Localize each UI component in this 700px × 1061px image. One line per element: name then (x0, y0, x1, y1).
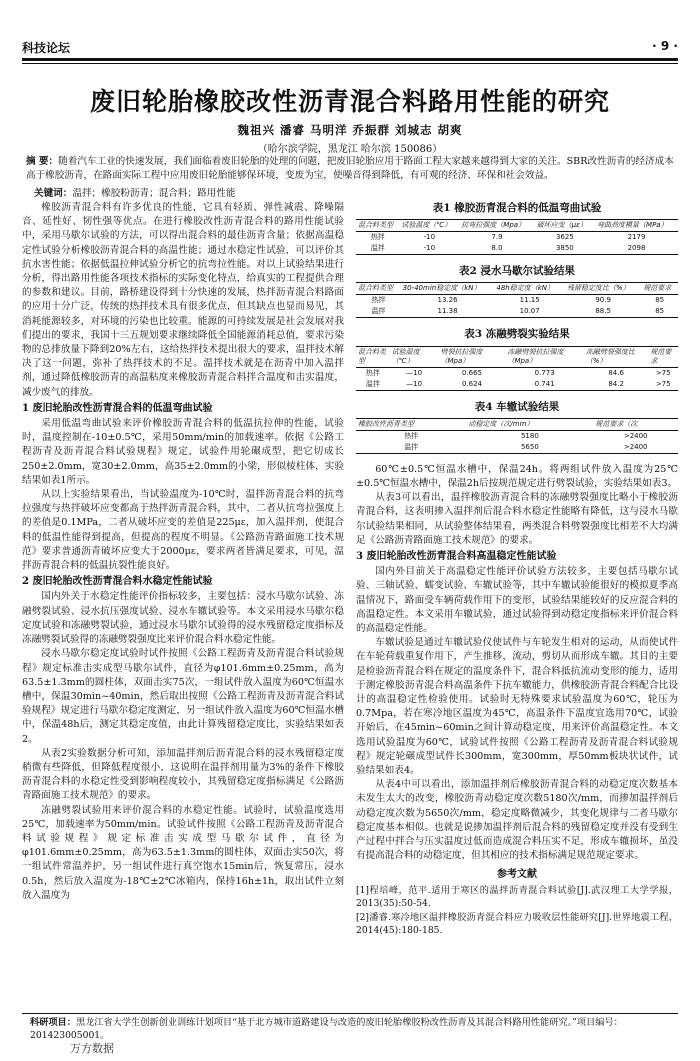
paragraph: 从表3可以看出，温拌橡胶沥青混合料的冻融劈裂强度比略小于橡胶沥青混合料，这表明掺入温拌剂后混合料水稳定性能略有降低，这与浸水马歇尔试验结果相同，从试验整体结果看，两类混合料劈裂强度比相差不大均满足《公路沥青路面施工技术规范》的要求。 (356, 492, 678, 546)
table-cell: 0.665 (461, 368, 482, 377)
table-header-cell: 混合料类型 (358, 221, 393, 230)
table-cell: 热拌 (404, 431, 419, 440)
table-cell: 11.15 (519, 296, 540, 305)
paragraph: 从表2实验数据分析可知，添加温拌剂后沥青混合料的浸水残留稳定度稍微有些降低，但降低程度很小，这说明在温拌剂用量为3%的条件下橡胶沥青混合料的水稳定性受到影响程度较小，其残留稳定度指标满足《公路沥青路面施工技术规范》的要求。 (22, 747, 344, 802)
table-header-cell: 混合料类型 (358, 284, 393, 293)
keywords-label: 关键词： (34, 188, 73, 199)
table-cell: 0.741 (534, 379, 555, 388)
table-cell: 温拌 (370, 244, 385, 253)
reference-item: [1]程培峰，范平.适用于寒区的温拌沥青混合料试验[J].武汉理工大学学报，2013(35):50-54. (356, 884, 678, 910)
table-2-title: 表2 浸水马歇尔试验结果 (459, 265, 575, 278)
table-cell: 84.6 (608, 368, 624, 377)
table-1-grid (356, 219, 678, 255)
table-cell: 温拌 (404, 442, 419, 451)
table-cell: 85 (655, 296, 665, 305)
table-row (356, 295, 678, 307)
table-header-cell: 残留稳定度比（%） (566, 284, 630, 293)
table-cell: —10 (406, 379, 423, 388)
paragraph: 采用低温弯曲试验来评价橡胶沥青混合料的低温抗拉伸的性能，试验时，温度控制在-10±0.5℃，采用50mm/min的加载速率。依据《公路工程沥青及沥青混合料试验规程》规定，试验件用轮碾成型，把它切成长250±2.0mm，宽30±2.0mm，高35±2.0mm的小梁，形似棱柱体，实验结果如表1所示。 (22, 418, 344, 486)
table-row (356, 430, 678, 442)
header-rule (22, 58, 678, 61)
keywords (34, 185, 674, 199)
affiliation: （哈尔滨学院，黑龙江 哈尔滨 150086） (257, 144, 443, 155)
table-row (356, 367, 678, 379)
table-header-cell: 混合料类型 (358, 347, 386, 365)
paragraph: 从表4中可以看出，添加温拌剂后橡胶沥青混合料的动稳定度次数基本未发生太大的改变，橡胶沥青动稳定度次数5180次/mm，而掺加温拌剂后动稳定度次数为5650次/mm，稳定度略微减少，其变化规律与二者马歇尔稳定度基本相似。也就是说掺加温拌剂后混合料的残留稳定度并没有受到生产过程中拌合与压实温度过低而造成混合料压实不足，形成车辙损坏，虽没有提高混合料的动稳定度，但其相应的技术指标满足规范规定要求。 (356, 779, 678, 862)
table-3-title: 表3 冻融劈裂实验结果 (464, 328, 570, 341)
table-cell: 温拌 (365, 379, 380, 388)
table-cell: -10 (423, 233, 436, 242)
footer-rule (22, 1013, 678, 1014)
abstract-label: 摘 要： (26, 156, 59, 167)
table-cell: 0.773 (534, 368, 555, 377)
table-cell: >75 (655, 379, 671, 388)
table-cell: 11.38 (437, 307, 458, 316)
running-header (22, 35, 678, 57)
paragraph: 车辙试验是通过车辙试验仪使试件与车轮发生相对的运动，从而使试件在车轮荷载重复作用下，产生推移，流动，剪切从而形成车辙。其目的主要是检验沥青混合料在规定的温度条件下，混合料抵抗流动变形的能力，适用于测定橡胶沥青混合料高温条件下抗车辙能力，供橡胶沥青混合料配合比设计的高温稳定性检验使用。试验时无特殊要求试验温度为60℃，轮压为0.7Mpa，若在寒冷地区温度为45℃，高温条件下温度宜选用70℃，试验开始后，在45min~60min之间计算动稳定度，用来评价高温稳定性。本文选用试验温度为60℃，试验试件按照《公路工程沥青及沥青混合料试验规程》规定轮碾成型试件长300mm，宽300mm，厚50mm板块状试件，试验结果如表4。 (356, 637, 678, 777)
paper-title: 废旧轮胎橡胶改性沥青混合料路用性能的研究 (89, 87, 610, 116)
paragraph: 国内外关于水稳定性能评价指标较多，主要包括：浸水马歇尔试验、冻融劈裂试验、浸水抗压强度试验、浸水车辙试验等。本文采用浸水马歇尔稳定度试验和冻融劈裂试验，通过浸水马歇尔试验得的浸水残留稳定度指标及冻融劈裂试验得的冻融劈裂强度比来评价混合料水稳定性能。 (22, 591, 344, 646)
table-4 (356, 400, 678, 454)
table-header-cell: 弯曲劲度模量（MPa） (597, 221, 668, 230)
table-cell: 5650 (520, 442, 539, 451)
table-2 (356, 264, 678, 318)
reference-item: [2]潘睿.寒冷地区温拌橡胶沥青混合料应力吸收层性能研究[J].世界地震工程，2014(45):180-185. (356, 911, 678, 937)
table-cell: 2098 (627, 244, 646, 253)
table-row (356, 232, 678, 244)
page-number: · 9 · (652, 39, 678, 53)
table-cell: 7.9 (491, 233, 503, 242)
right-column (356, 201, 678, 938)
abstract (26, 155, 674, 183)
table-4-title: 表4 车辙试验结果 (474, 400, 560, 413)
authors: 魏祖兴 潘睿 马明洋 乔振群 刘城志 胡爽 (237, 123, 463, 137)
table-cell: 85 (655, 307, 665, 316)
table-cell: 8.0 (491, 244, 503, 253)
table-2-grid (356, 282, 678, 318)
section-label: 科技论坛 (22, 41, 71, 55)
watermark: 万方数据 (70, 1042, 114, 1055)
table-header-cell: 抗弯拉强度（Mpa） (461, 221, 526, 230)
references-title: 参考文献 (497, 868, 537, 880)
table-cell: -10 (423, 244, 436, 253)
table-header-cell: 试验温度（℃） (401, 221, 452, 230)
table-cell: 热拌 (371, 296, 386, 305)
abstract-text: 随着汽车工业的快速发展，我们面临着废旧轮胎的处理的问题，把废旧轮胎应用于路面工程大家越来越得到大家的关注。SBR改性沥青的经济成本高于橡胶沥青，在路面实际工程中应用废旧轮胎能够保环境，变废为宝，使噪音得到降低，有可观的经济、环保和社会效益。 (26, 156, 674, 181)
paragraph: 60℃±0.5℃恒温水槽中，保温24h。将两组试件放入温度为25℃±0.5℃恒温水槽中，保温2h后按规范规定进行劈裂试验，实验结果如表3。 (356, 463, 678, 490)
table-cell: 88.5 (595, 307, 611, 316)
table-cell: >75 (655, 368, 671, 377)
paragraph: 浸水马歇尔稳定度试验时试件按照《公路工程沥青及沥青混合料试验规程》规定标准击实成型马歇尔试件，直径为φ101.6mm±0.25mm，高为63.5±1.3mm的圆柱体，双面击实75次，一组试件放入温度为60℃恒温水槽中，保温30min~40min，然后取出按照《公路工程沥青及沥青混合料试验规程》规定进行马歇尔稳定度测定，另一组试件放入温度为60℃恒温水槽中，保温48h后，测定其稳定度值，由此计算残留稳定度比，实验结果如表2。 (22, 648, 344, 745)
table-cell: 2179 (627, 233, 646, 242)
table-cell: 13.26 (437, 296, 458, 305)
table-header-cell: 30-40min稳定度（kN） (402, 284, 481, 293)
table-row (356, 379, 678, 391)
table-cell: —10 (406, 368, 423, 377)
table-cell: 84.2 (608, 379, 624, 388)
intro-paragraph: 橡胶沥青混合料有许多优良的性能，它具有轻质、弹性减震、降噪隔音、延性好、韧性强等优点。在进行橡胶改性沥青混合料的路用性能试验中，采用马歇尔试验的方法，可以得出混合料的最佳沥青含量；依据高温稳定性试验分析橡胶沥青混合料的高温性能；通过水稳定性试验，可以评价其抗水害性能；依据低温拉伸试验分析它的抗弯拉性能。对以上试验结果进行分析，得出路用性能各项技术指标的实际变化特点，给真实的工程提供合理的参数和建议。目前，路桥建设得到十分快速的发展，热拌沥青混合料路面的应用十分广泛，传统的热拌技术具有很多优点，但其缺点也显而易见，其消耗能源较多，对环境的污染也比较重。能源的可持续发展是社会发展对我们提出的要求，我国十三五规划要求继续降低全国能源消耗总值，要求污染物的总排放量下降到20%左右，这给热拌技术提出很大的要求，温拌技术解决了这一问题，弥补了热拌技术的不足。温拌技术就是在沥青中加入温拌剂，通过降低橡胶沥青的高温粘度来橡胶沥青混合料拌合温度和击实温度，减少废气的排放。 (22, 202, 344, 398)
table-cell: 5180 (520, 431, 539, 440)
table-cell: 3850 (555, 244, 574, 253)
table-cell: 温拌 (371, 307, 386, 316)
table-row (356, 442, 678, 454)
header-rule-thin (22, 63, 678, 64)
funding-text: 黑龙江省大学生创新创业训练计划项目“基于北方城市道路建设与改造的废旧轮胎橡胶粉改性沥青及其混合料路用性能研究。”项目编号：201423005001。 (30, 1017, 623, 1041)
paragraph: 国内外目前关于高温稳定性能评价试验方法较多，主要包括马歇尔试验、三轴试验、蠕变试验、车辙试验等，其中车辙试验能很好的模拟夏季高温情况下，路面受车辆荷载作用下的变形，试验结果能较好的反应混合料的高温稳定性。本文采用车辙试验，通过试验得到动稳定度指标来评价混合料的高温稳定性能。 (356, 566, 678, 635)
table-header-cell: 48h稳定度（kN） (496, 284, 555, 293)
table-header-cell: 动稳定度（次/mm） (468, 419, 534, 428)
table-row (356, 306, 678, 318)
table-row (356, 243, 678, 255)
table-header-cell: 劈裂抗拉强度（Mpa） (440, 347, 483, 365)
table-cell: 热拌 (370, 233, 385, 242)
table-header-cell: 规范要求 (643, 284, 672, 293)
table-cell: >2400 (623, 431, 648, 440)
table-cell: >2400 (623, 442, 648, 451)
table-cell: 热拌 (365, 368, 380, 377)
table-1-title: 表1 橡胶沥青混合料的低温弯曲试验 (432, 202, 602, 214)
references (356, 868, 678, 938)
paragraph: 冻融劈裂试验用来评价混合料的水稳定性能。试验时，试验温度选用25℃，加载速率为50mm/min。试验试件按照《公路工程沥青及沥青混合料试验规程》规定标准击实成型马歇尔试件，直径为φ101.6mm±0.25mm，高为63.5±1.3mm的圆柱体，双面击实50次，将一组试件常温养护，另一组试件进行真空饱水15min后，恢复常压，浸水0.5h，然后放入温度为-18℃±2℃冰箱内，保持16h±1h，取出试件立刻放入温度为 (22, 804, 344, 901)
table-header-cell: 冻融劈裂强度比（%） (585, 347, 635, 365)
table-header-cell: 破坏应变（με） (536, 221, 587, 230)
funding-label: 科研项目： (30, 1017, 76, 1028)
section-3-heading: 3 废旧轮胎改性沥青混合料高温稳定性能试验 (356, 551, 557, 563)
table-cell: 90.9 (595, 296, 611, 305)
table-1 (356, 201, 678, 255)
table-header-cell: 规范要求（次 (595, 419, 638, 428)
table-4-grid (356, 418, 678, 454)
table-cell: 0.624 (461, 379, 482, 388)
table-cell: 3625 (555, 233, 574, 242)
table-header-cell: 规范要求 (650, 347, 672, 365)
left-column (22, 201, 344, 903)
table-header-cell: 橡胶改性沥青类型 (358, 419, 414, 428)
keywords-text: 温拌；橡胶粉沥青；混合料；路用性能 (72, 188, 236, 199)
table-3 (356, 327, 678, 390)
section-1-heading: 1 废旧轮胎改性沥青混合料的低温弯曲试验 (22, 402, 213, 414)
table-3-grid (356, 346, 678, 391)
section-2-heading: 2 废旧轮胎改性沥青混合料水稳定性能试验 (22, 576, 213, 588)
table-header-cell: 冻融劈裂抗拉强度（Mpa） (507, 347, 564, 365)
funding-note (30, 1016, 670, 1042)
table-header-cell: 试验温度（℃） (391, 347, 420, 365)
paragraph: 从以上实验结果看出，当试验温度为-10℃时，温拌沥青混合料的抗弯拉强度与热拌破坏应变都高于热拌沥青混合料，其中，二者从抗弯拉强度上的差值是0.1MPa，二者从破坏应变的差值是225με，加入温拌剂，使混合料的低温性能得到提高，但提高的程度不明显。《公路沥青路面施工技术规范》要求普通沥青破坏应变大于2000με，要求两者皆满足要求，可见，温拌沥青混合料的低温抗裂性能良好。 (22, 489, 344, 572)
table-cell: 10.07 (519, 307, 540, 316)
